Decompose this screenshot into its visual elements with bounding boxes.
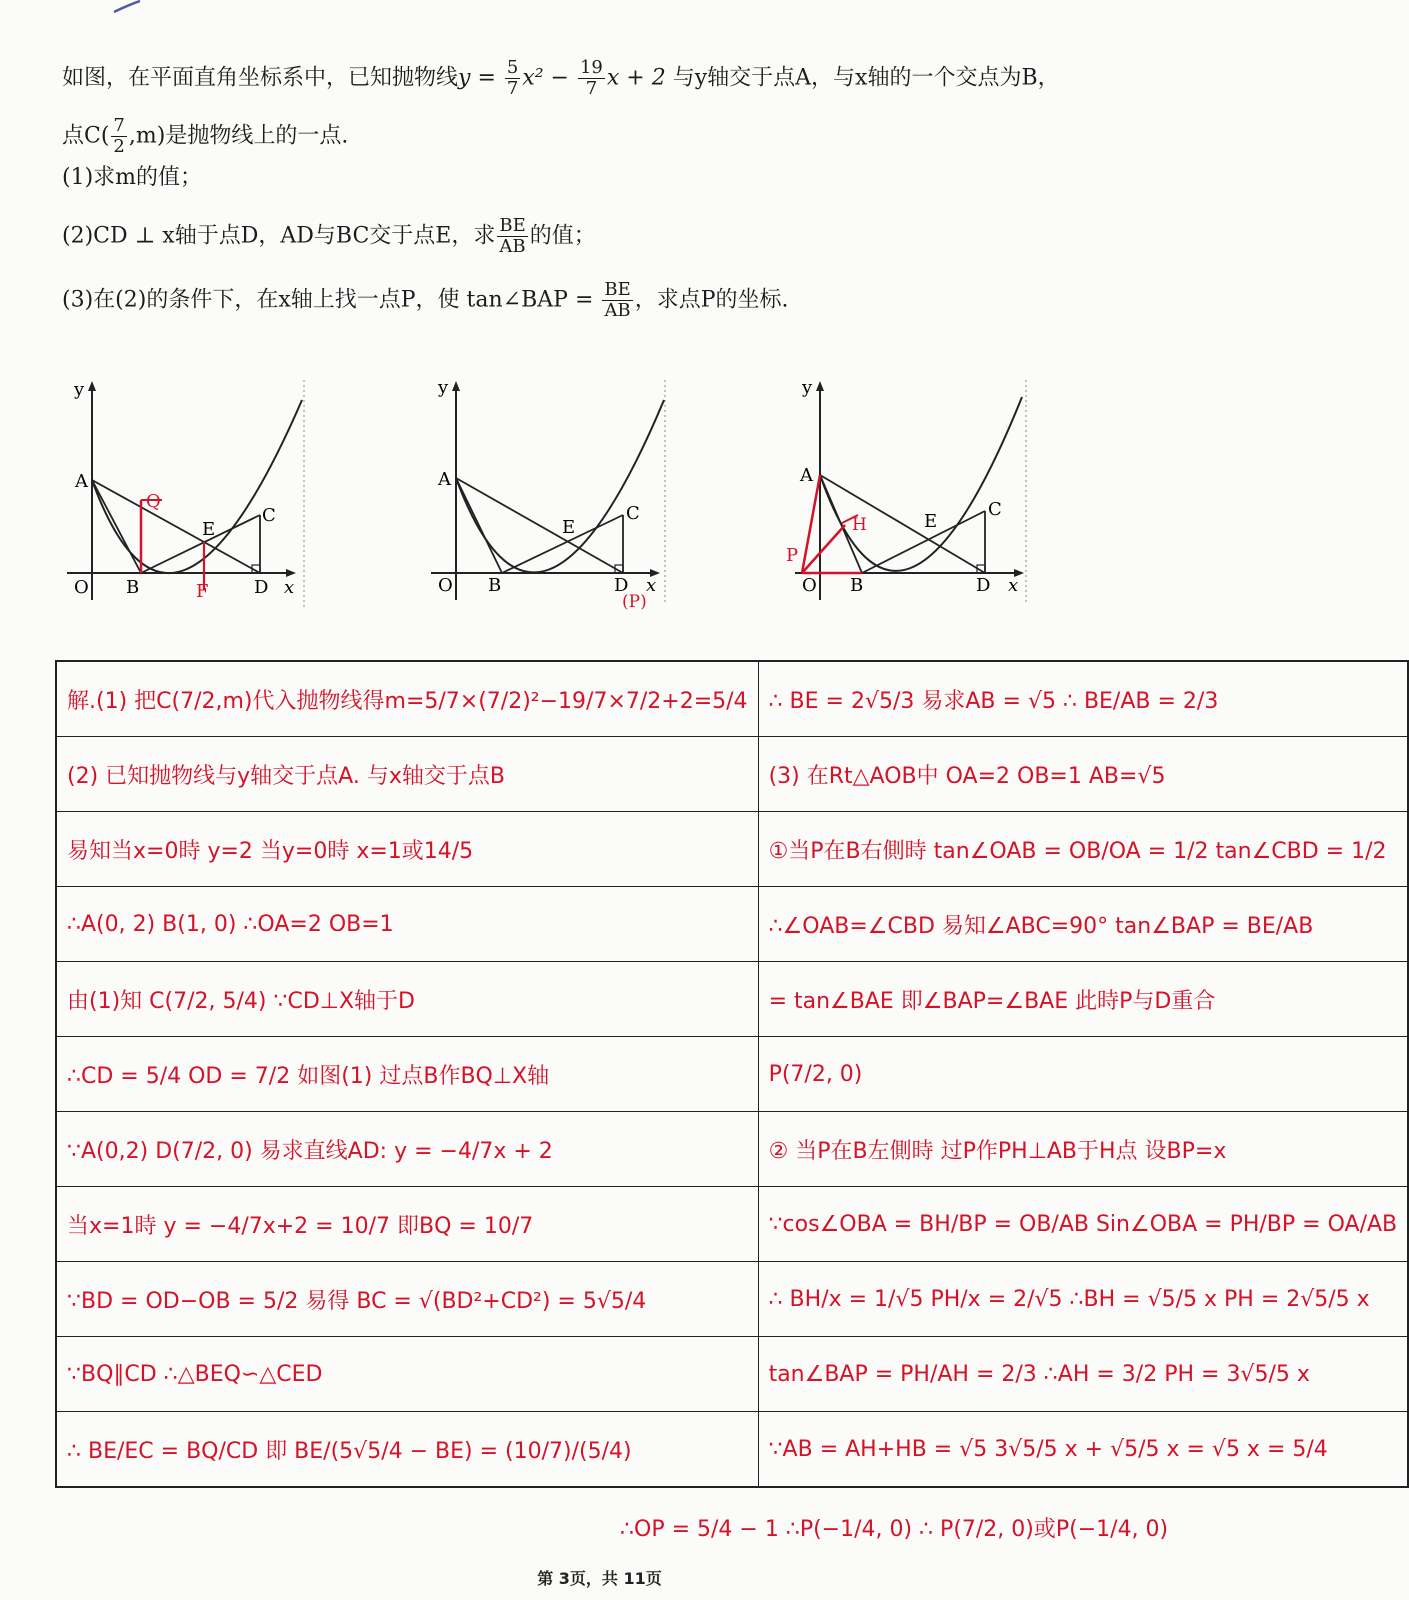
label-p-red: (P) xyxy=(622,592,647,612)
solution-left-cell: ∴CD = 5/4 OD = 7/2 如图(1) 过点B作BQ⊥X轴 xyxy=(56,1037,758,1112)
label-h-red: H xyxy=(852,515,867,535)
parabola xyxy=(456,400,664,572)
solution-row xyxy=(56,1112,1408,1187)
solution-left-cell: ∵BD = OD−OB = 5/2 易得 BC = √(BD²+CD²) = 5√5/4 xyxy=(56,1262,758,1337)
equation-lhs: y = xyxy=(458,65,503,91)
question-3 xyxy=(62,280,789,321)
solution-row xyxy=(56,1037,1408,1112)
intro-text: 如图，在平面直角坐标系中，已知抛物线 xyxy=(62,65,459,91)
frac-num: 19 xyxy=(579,57,603,78)
solution-right-cell: ∵AB = AH+HB = √5 3√5/5 x + √5/5 x = √5 x = 5/4 xyxy=(758,1412,1408,1488)
solution-right-cell: ∴∠OAB=∠CBD 易知∠ABC=90° tan∠BAP = BE/AB xyxy=(758,887,1408,962)
q3-prefix: (3)在(2)的条件下，在x轴上找一点P，使 tan∠BAP = xyxy=(62,287,601,313)
frac-num: 7 xyxy=(113,115,125,136)
label-d: D xyxy=(976,575,991,596)
fraction-19-7 xyxy=(578,58,605,99)
label-o: O xyxy=(74,577,89,598)
label-x: x xyxy=(646,575,657,596)
segment-ab xyxy=(456,478,502,573)
label-c: C xyxy=(262,505,276,526)
label-x: x xyxy=(1008,575,1019,596)
solution-right-cell: tan∠BAP = PH/AH = 2/3 ∴AH = 3/2 PH = 3√5/5 x xyxy=(758,1337,1408,1412)
figure-3-svg xyxy=(786,375,1050,615)
solution-right-cell: ∵cos∠OBA = BH/BP = OB/AB Sin∠OBA = PH/BP = OA/AB xyxy=(758,1187,1408,1262)
pen-mark xyxy=(112,0,142,14)
frac-den: AB xyxy=(604,300,631,321)
solution-row xyxy=(56,887,1408,962)
label-y: y xyxy=(802,377,813,398)
label-e: E xyxy=(202,519,216,540)
label-y: y xyxy=(74,379,85,400)
solution-left-cell: ∵BQ∥CD ∴△BEQ∽△CED xyxy=(56,1337,758,1412)
point-c-suffix: ,m)是抛物线上的一点. xyxy=(128,123,349,149)
solution-right-cell: P(7/2, 0) xyxy=(758,1037,1408,1112)
solution-right-cell: ①当P在B右側時 tan∠OAB = OB/OA = 1/2 tan∠CBD = 1/2 xyxy=(758,812,1408,887)
label-x: x xyxy=(284,577,295,598)
solution-left-cell: 当x=1時 y = −4/7x+2 = 10/7 即BQ = 10/7 xyxy=(56,1187,758,1262)
label-p-red: P xyxy=(786,545,799,566)
question-2 xyxy=(62,216,596,257)
equation-mid: x² − xyxy=(522,65,576,91)
parabola xyxy=(92,400,302,573)
solution-right-cell: ② 当P在B左側時 过P作PH⊥AB于H点 设BP=x xyxy=(758,1112,1408,1187)
label-b: B xyxy=(850,575,864,596)
label-a: A xyxy=(75,471,88,492)
solution-right-cell: (3) 在Rt△AOB中 OA=2 OB=1 AB=√5 xyxy=(758,737,1408,812)
y-arrow xyxy=(816,381,824,391)
frac-num: BE xyxy=(604,279,631,300)
frac-den: 2 xyxy=(113,136,125,157)
solution-left-cell: 易知当x=0時 y=2 当y=0時 x=1或14/5 xyxy=(56,812,758,887)
label-q: Q xyxy=(146,491,161,512)
solution-left-cell: ∴ BE/EC = BQ/CD 即 BE/(5√5/4 − BE) = (10/7)/(5/4) xyxy=(56,1412,758,1488)
solution-table xyxy=(55,660,1409,1488)
solution-left-cell: 由(1)知 C(7/2, 5/4) ∵CD⊥X轴于D xyxy=(56,962,758,1037)
solution-left-cell: ∴A(0, 2) B(1, 0) ∴OA=2 OB=1 xyxy=(56,887,758,962)
label-o: O xyxy=(438,575,453,596)
solution-right-cell: ∴ BH/x = 1/√5 PH/x = 2/√5 ∴BH = √5/5 x PH = 2√5/5 x xyxy=(758,1262,1408,1337)
red-ap-line xyxy=(802,475,820,573)
question-1: (1)求m的值； xyxy=(62,165,203,190)
frac-den: 7 xyxy=(506,78,519,99)
figure-2 xyxy=(428,375,688,619)
label-y: y xyxy=(438,377,449,398)
figure-2-svg xyxy=(428,375,688,615)
q2-suffix: 的值； xyxy=(529,223,596,249)
fraction-7-2 xyxy=(111,116,126,157)
solution-row xyxy=(56,812,1408,887)
solution-right-cell: ∴ BE = 2√5/3 易求AB = √5 ∴ BE/AB = 2/3 xyxy=(758,661,1408,737)
y-arrow xyxy=(88,381,96,391)
segment-bc xyxy=(141,515,260,573)
label-e: E xyxy=(562,517,576,538)
frac-num: BE xyxy=(499,215,526,236)
solution-row xyxy=(56,962,1408,1037)
fraction-be-ab-2 xyxy=(602,280,632,321)
label-c: C xyxy=(988,499,1002,520)
solution-row xyxy=(56,1262,1408,1337)
solution-row xyxy=(56,737,1408,812)
fraction-be-ab xyxy=(497,216,527,257)
solution-row xyxy=(56,661,1408,737)
frac-num: 5 xyxy=(506,57,519,78)
figure-1 xyxy=(62,375,322,619)
fraction-5-7 xyxy=(505,58,520,99)
solution-right-cell: = tan∠BAE 即∠BAP=∠BAE 此時P与D重合 xyxy=(758,962,1408,1037)
point-c-prefix: 点C( xyxy=(62,123,110,149)
label-b: B xyxy=(126,577,140,598)
x-arrow xyxy=(286,569,296,577)
q2-prefix: (2)CD ⊥ x轴于点D，AD与BC交于点E，求 xyxy=(62,223,496,249)
solution-row xyxy=(56,1187,1408,1262)
intro-text-b: 与y轴交于点A，与x轴的一个交点为B， xyxy=(672,65,1060,91)
label-e: E xyxy=(924,511,938,532)
figure-1-svg xyxy=(62,375,322,615)
label-c: C xyxy=(626,503,640,524)
label-a: A xyxy=(438,469,451,490)
solution-left-cell: (2) 已知抛物线与y轴交于点A. 与x轴交于点B xyxy=(56,737,758,812)
frac-den: AB xyxy=(499,236,526,257)
problem-line-1 xyxy=(62,58,1060,99)
solution-row xyxy=(56,1412,1408,1488)
solution-left-cell: 解.(1) 把C(7/2,m)代入抛物线得m=5/7×(7/2)²−19/7×7/2+2=5/4 xyxy=(56,661,758,737)
label-a: A xyxy=(800,465,813,486)
q3-suffix: ，求点P的坐标. xyxy=(634,287,789,313)
solution-conclusion: ∴OP = 5/4 − 1 ∴P(−1/4, 0) ∴ P(7/2, 0)或P(−1/4, 0) xyxy=(620,1517,1169,1542)
equation-end: x + 2 xyxy=(606,65,666,91)
label-f: F xyxy=(196,581,209,602)
label-d: D xyxy=(614,575,629,596)
frac-den: 7 xyxy=(585,78,598,99)
figure-3 xyxy=(786,375,1050,619)
page-footer: 第 3页，共 11页 xyxy=(537,1569,662,1588)
label-o: O xyxy=(802,575,817,596)
label-d: D xyxy=(254,577,269,598)
problem-line-2 xyxy=(62,116,348,157)
solution-left-cell: ∵A(0,2) D(7/2, 0) 易求直线AD: y = −4/7x + 2 xyxy=(56,1112,758,1187)
solution-row xyxy=(56,1337,1408,1412)
label-b: B xyxy=(488,575,502,596)
y-arrow xyxy=(452,381,460,391)
